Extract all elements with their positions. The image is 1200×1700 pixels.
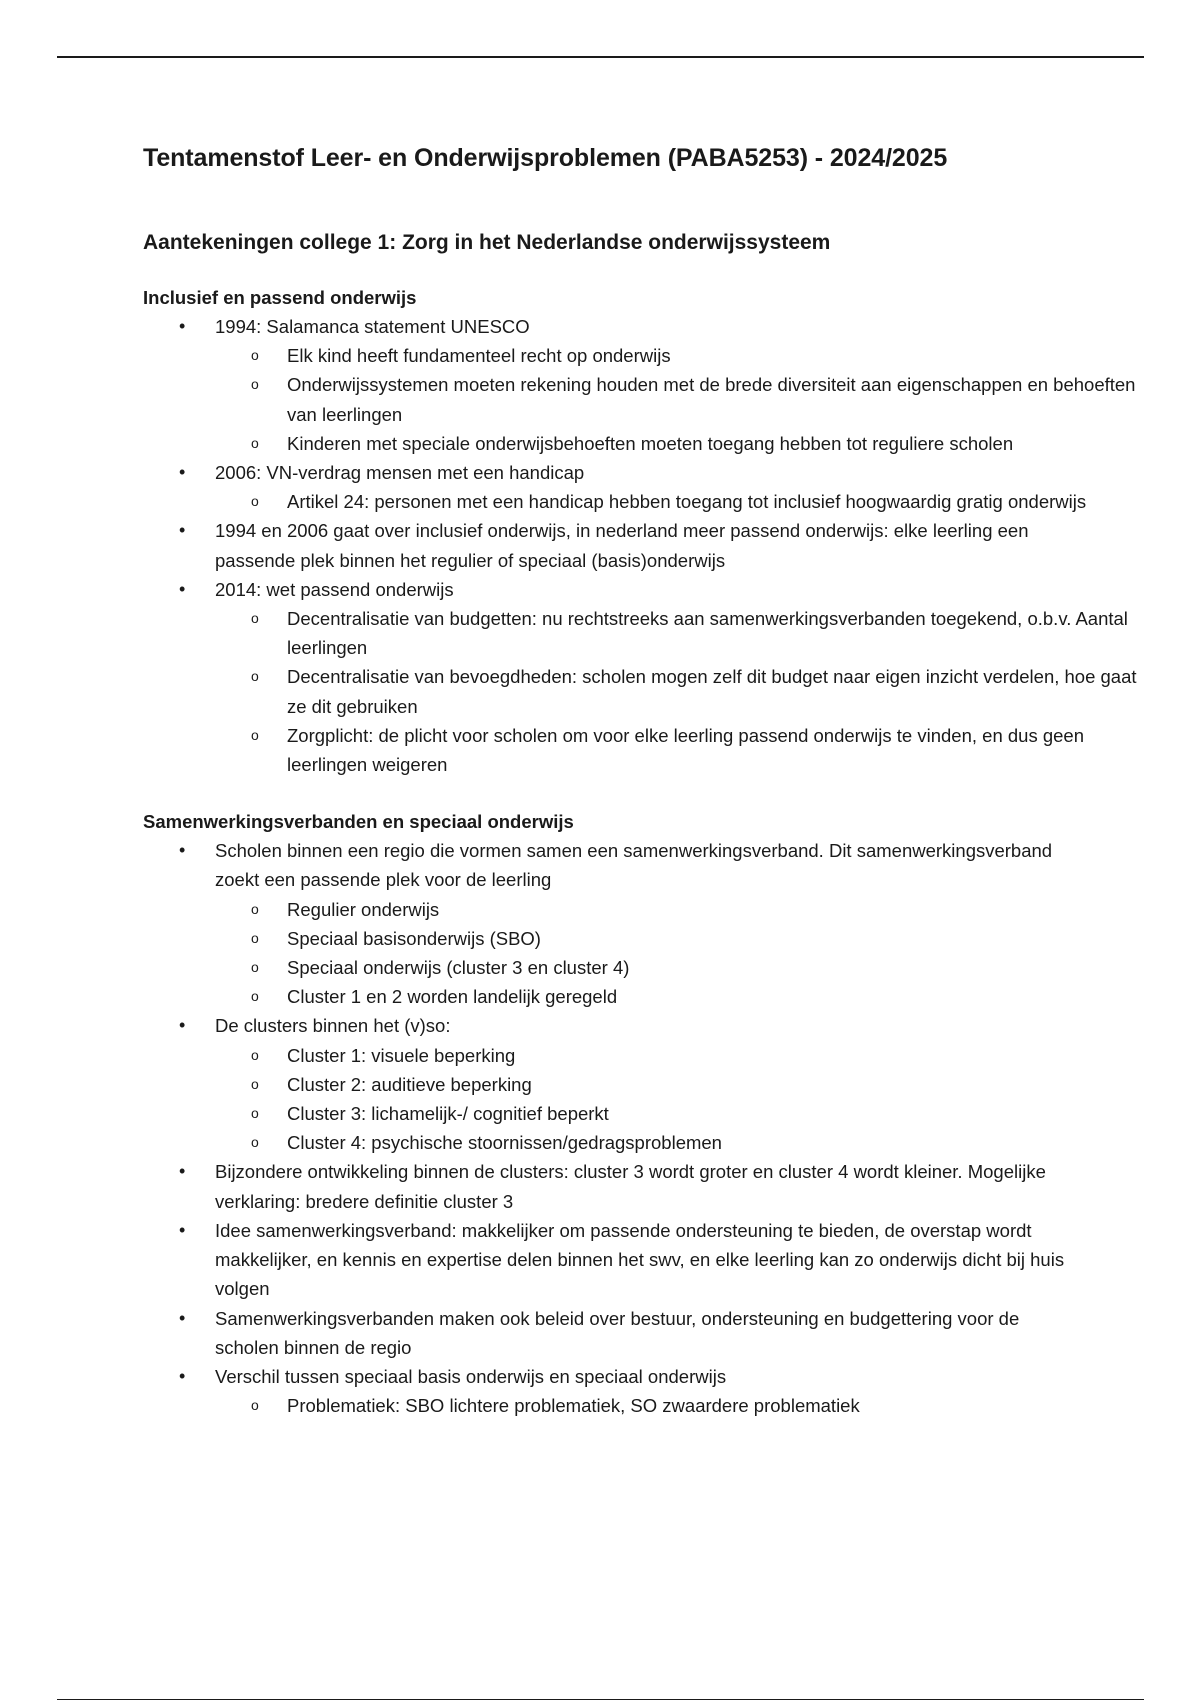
list-item-text: • Idee samenwerkingsverband: makkelijker om passende ondersteuning te bieden, de overstap wordt makkelijker, en kennis en expertise delen binnen het swv, en elke leerling kan zo onderwijs dicht bij huis volgen <box>215 1219 1065 1300</box>
list-item <box>143 1011 1083 1157</box>
sub-list-item: o Artikel 24: personen met een handicap hebben toegang tot inclusief hoogwaardig gratig onderwijs <box>143 487 1155 516</box>
list-item-text: • 1994 en 2006 gaat over inclusief onderwijs, in nederland meer passend onderwijs: elke leerling een passende plek binnen het regulier of speciaal (basis)onderwijs <box>215 520 1029 571</box>
sub-list-item: o Speciaal basisonderwijs (SBO) <box>143 924 1155 953</box>
sub-list-item: o Zorgplicht: de plicht voor scholen om voor elke leerling passend onderwijs te vinden, en dus geen leerlingen weigeren <box>143 721 1155 779</box>
sub-list-item: o Elk kind heeft fundamenteel recht op onderwijs <box>143 341 1155 370</box>
list-item <box>143 458 1087 516</box>
sub-list <box>215 1391 1083 1420</box>
list-item <box>143 1304 1083 1362</box>
document-title: Tentamenstof Leer- en Onderwijsproblemen (PABA5253) - 2024/2025 <box>143 144 948 172</box>
sub-list <box>215 341 1136 458</box>
sub-list-item: o Problematiek: SBO lichtere problematiek, SO zwaardere problematiek <box>143 1391 1155 1420</box>
list-item-text: • 1994: Salamanca statement UNESCO <box>215 316 530 337</box>
bullet-list <box>143 836 1083 1420</box>
page-content <box>143 140 1137 1420</box>
sub-list <box>215 604 1137 779</box>
list-item-text: • Bijzondere ontwikkeling binnen de clusters: cluster 3 wordt groter en cluster 4 wordt kleiner. Mogelijke verklaring: bredere definitie cluster 3 <box>215 1161 1046 1212</box>
bullet-list <box>143 312 1137 779</box>
list-item-text: • 2006: VN-verdrag mensen met een handicap <box>215 462 585 484</box>
list-item <box>143 312 1136 458</box>
sub-list-item: o Speciaal onderwijs (cluster 3 en cluster 4) <box>143 953 1155 982</box>
sub-list-item: o Cluster 3: lichamelijk-/ cognitief beperkt <box>143 1099 1155 1128</box>
sub-list-item: o Decentralisatie van budgetten: nu rechtstreeks aan samenwerkingsverbanden toegekend, o.b.v. Aantal leerlingen <box>143 604 1155 662</box>
section-heading: Aantekeningen college 1: Zorg in het Nederlandse onderwijssysteem <box>143 231 831 254</box>
sub-list-item: o Kinderen met speciale onderwijsbehoeften moeten toegang hebben tot reguliere scholen <box>143 429 1155 458</box>
sub-list <box>215 895 1083 1012</box>
sub-list-item: o Regulier onderwijs <box>143 895 1155 924</box>
list-item <box>143 516 1083 574</box>
list-item <box>143 1362 1083 1420</box>
list-item-text: • Samenwerkingsverbanden maken ook beleid over bestuur, ondersteuning en budgettering voor de scholen binnen de regio <box>215 1307 1020 1358</box>
list-item-text: • 2014: wet passend onderwijs <box>215 578 454 600</box>
sub-list-item: o Cluster 1 en 2 worden landelijk geregeld <box>143 982 1155 1011</box>
sub-list-item: o Cluster 2: auditieve beperking <box>143 1070 1155 1099</box>
header-rule <box>57 56 1144 58</box>
list-item <box>143 575 1137 779</box>
list-item <box>143 1157 1083 1215</box>
subsection-heading: Samenwerkingsverbanden en speciaal onderwijs <box>143 811 574 833</box>
list-item-text: • Scholen binnen een regio die vormen samen een samenwerkingsverband. Dit samenwerkingsverband zoekt een passende plek voor de leerling <box>215 840 1053 891</box>
subsection-heading: Inclusief en passend onderwijs <box>143 287 417 308</box>
list-item <box>143 1216 1083 1304</box>
sub-list-item: o Cluster 4: psychische stoornissen/gedragsproblemen <box>143 1128 1155 1157</box>
sub-list-item: o Onderwijssystemen moeten rekening houden met de brede diversiteit aan eigenschappen en behoeften van leerlingen <box>143 370 1155 428</box>
list-item <box>143 836 1083 1011</box>
sub-list <box>215 1041 1083 1158</box>
sub-list <box>215 487 1087 516</box>
list-item-text: • De clusters binnen het (v)so: <box>215 1015 451 1037</box>
list-item-text: • Verschil tussen speciaal basis onderwijs en speciaal onderwijs <box>215 1365 727 1387</box>
sub-list-item: o Cluster 1: visuele beperking <box>143 1041 1155 1070</box>
sub-list-item: o Decentralisatie van bevoegdheden: scholen mogen zelf dit budget naar eigen inzicht verdelen, hoe gaat ze dit gebruiken <box>143 662 1155 720</box>
